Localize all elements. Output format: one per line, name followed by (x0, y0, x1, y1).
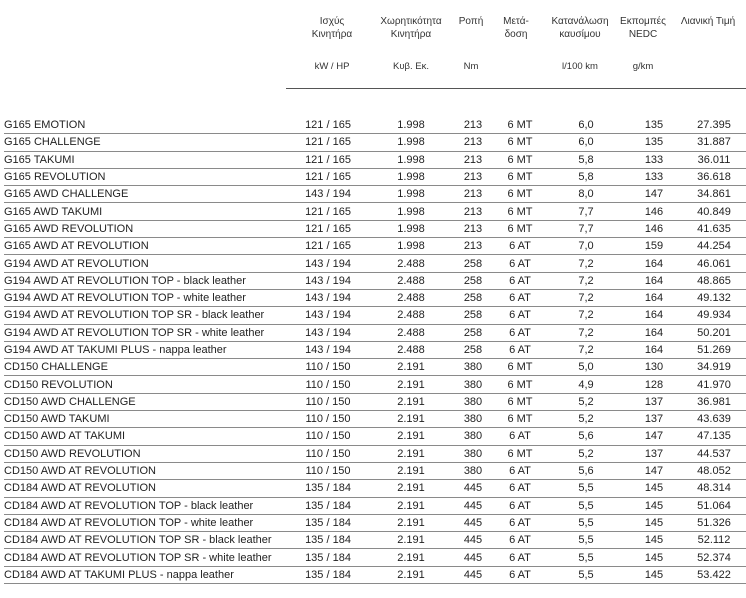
displacement-cell: 1.998 (370, 203, 452, 220)
consumption-cell: 7,2 (546, 289, 626, 306)
consumption-cell: 5,5 (546, 549, 626, 566)
co2-cell: 164 (626, 307, 682, 324)
table-row (4, 238, 746, 255)
transmission-cell: 6 MT (494, 411, 546, 428)
table-row (4, 411, 746, 428)
price-cell: 34.919 (682, 359, 746, 376)
co2-cell: 164 (626, 272, 682, 289)
co2-cell: 147 (626, 186, 682, 203)
torque-cell: 258 (452, 255, 494, 272)
torque-cell: 380 (452, 445, 494, 462)
header-price: Λιανική Τιμή (680, 16, 736, 27)
torque-cell: 380 (452, 376, 494, 393)
consumption-cell: 7,2 (546, 307, 626, 324)
header-power: Ισχύς Κινητήρα (311, 16, 353, 40)
model-cell: G165 REVOLUTION (4, 168, 286, 185)
torque-cell: 380 (452, 428, 494, 445)
transmission-cell: 6 AT (494, 480, 546, 497)
table-row (4, 393, 746, 410)
displacement-cell: 2.191 (370, 411, 452, 428)
transmission-cell: 6 MT (494, 220, 546, 237)
co2-cell: 146 (626, 203, 682, 220)
power-cell: 121 / 165 (286, 134, 370, 151)
displacement-cell: 2.191 (370, 566, 452, 583)
displacement-cell: 2.191 (370, 376, 452, 393)
header-torque: Ροπή (458, 16, 484, 27)
consumption-cell: 7,2 (546, 272, 626, 289)
model-cell: CD150 AWD AT TAKUMI (4, 428, 286, 445)
table-row (4, 186, 746, 203)
header-transmission: Μετά- δοση (503, 16, 529, 40)
co2-cell: 145 (626, 549, 682, 566)
consumption-cell: 5,0 (546, 359, 626, 376)
torque-cell: 258 (452, 341, 494, 358)
consumption-cell: 5,5 (546, 497, 626, 514)
model-cell: G194 AWD AT REVOLUTION TOP - black leather (4, 272, 286, 289)
consumption-cell: 5,5 (546, 566, 626, 583)
co2-cell: 164 (626, 255, 682, 272)
header-consumption: Κατανάλωση καυσίμου (551, 16, 609, 40)
model-cell: G165 AWD TAKUMI (4, 203, 286, 220)
transmission-cell: 6 MT (494, 151, 546, 168)
price-cell: 52.112 (682, 532, 746, 549)
displacement-cell: 1.998 (370, 151, 452, 168)
power-cell: 143 / 194 (286, 272, 370, 289)
transmission-cell: 6 MT (494, 168, 546, 185)
price-cell: 48.314 (682, 480, 746, 497)
price-cell: 49.934 (682, 307, 746, 324)
displacement-cell: 2.191 (370, 359, 452, 376)
torque-cell: 213 (452, 220, 494, 237)
transmission-cell: 6 MT (494, 376, 546, 393)
transmission-cell: 6 AT (494, 324, 546, 341)
co2-cell: 164 (626, 324, 682, 341)
transmission-cell: 6 AT (494, 462, 546, 479)
model-cell: G194 AWD AT REVOLUTION (4, 255, 286, 272)
price-cell: 41.970 (682, 376, 746, 393)
co2-cell: 137 (626, 411, 682, 428)
model-cell: G165 CHALLENGE (4, 134, 286, 151)
co2-cell: 145 (626, 480, 682, 497)
transmission-cell: 6 AT (494, 549, 546, 566)
power-cell: 121 / 165 (286, 151, 370, 168)
table-row (4, 480, 746, 497)
displacement-cell: 1.998 (370, 238, 452, 255)
table-row (4, 549, 746, 566)
price-cell: 51.269 (682, 341, 746, 358)
consumption-cell: 7,7 (546, 220, 626, 237)
co2-cell: 133 (626, 151, 682, 168)
consumption-cell: 7,7 (546, 203, 626, 220)
displacement-cell: 2.191 (370, 514, 452, 531)
torque-cell: 445 (452, 549, 494, 566)
torque-cell: 380 (452, 393, 494, 410)
table-row (4, 514, 746, 531)
displacement-cell: 2.191 (370, 462, 452, 479)
consumption-cell: 5,5 (546, 514, 626, 531)
displacement-cell: 2.488 (370, 307, 452, 324)
co2-cell: 146 (626, 220, 682, 237)
model-cell: CD184 AWD AT REVOLUTION (4, 480, 286, 497)
power-cell: 135 / 184 (286, 549, 370, 566)
model-cell: CD184 AWD AT REVOLUTION TOP SR - black leather (4, 532, 286, 549)
unit-power: kW / HP (314, 61, 350, 72)
price-cell: 51.064 (682, 497, 746, 514)
price-cell: 53.422 (682, 566, 746, 583)
power-cell: 121 / 165 (286, 203, 370, 220)
unit-consumption: l/100 km (562, 61, 598, 72)
transmission-cell: 6 AT (494, 238, 546, 255)
power-cell: 135 / 184 (286, 480, 370, 497)
model-cell: CD150 AWD AT REVOLUTION (4, 462, 286, 479)
co2-cell: 145 (626, 566, 682, 583)
table-row (4, 289, 746, 306)
co2-cell: 145 (626, 532, 682, 549)
consumption-cell: 5,8 (546, 151, 626, 168)
model-cell: CD150 AWD TAKUMI (4, 411, 286, 428)
model-cell: CD150 AWD REVOLUTION (4, 445, 286, 462)
power-cell: 143 / 194 (286, 255, 370, 272)
displacement-cell: 2.191 (370, 428, 452, 445)
co2-cell: 164 (626, 341, 682, 358)
power-cell: 143 / 194 (286, 324, 370, 341)
specs-table-body (4, 117, 746, 584)
price-cell: 27.395 (682, 117, 746, 134)
power-cell: 110 / 150 (286, 411, 370, 428)
consumption-cell: 5,2 (546, 393, 626, 410)
table-row (4, 203, 746, 220)
specs-table (4, 117, 746, 584)
torque-cell: 380 (452, 462, 494, 479)
transmission-cell: 6 AT (494, 532, 546, 549)
displacement-cell: 2.488 (370, 324, 452, 341)
torque-cell: 380 (452, 411, 494, 428)
price-cell: 43.639 (682, 411, 746, 428)
consumption-cell: 7,2 (546, 341, 626, 358)
table-row (4, 445, 746, 462)
co2-cell: 130 (626, 359, 682, 376)
transmission-cell: 6 AT (494, 566, 546, 583)
model-cell: G165 EMOTION (4, 117, 286, 134)
displacement-cell: 2.488 (370, 272, 452, 289)
consumption-cell: 5,5 (546, 480, 626, 497)
table-row (4, 341, 746, 358)
power-cell: 110 / 150 (286, 393, 370, 410)
displacement-cell: 2.191 (370, 445, 452, 462)
displacement-cell: 1.998 (370, 186, 452, 203)
displacement-cell: 2.488 (370, 255, 452, 272)
transmission-cell: 6 AT (494, 289, 546, 306)
torque-cell: 445 (452, 566, 494, 583)
power-cell: 135 / 184 (286, 514, 370, 531)
header-displacement: Χωρητικότητα Κινητήρα (380, 16, 442, 40)
power-cell: 143 / 194 (286, 186, 370, 203)
table-row (4, 168, 746, 185)
power-cell: 121 / 165 (286, 220, 370, 237)
price-cell: 36.981 (682, 393, 746, 410)
table-row (4, 272, 746, 289)
co2-cell: 137 (626, 445, 682, 462)
price-cell: 41.635 (682, 220, 746, 237)
torque-cell: 213 (452, 117, 494, 134)
price-cell: 51.326 (682, 514, 746, 531)
model-cell: CD150 REVOLUTION (4, 376, 286, 393)
displacement-cell: 2.488 (370, 289, 452, 306)
power-cell: 110 / 150 (286, 428, 370, 445)
transmission-cell: 6 MT (494, 134, 546, 151)
transmission-cell: 6 MT (494, 203, 546, 220)
power-cell: 143 / 194 (286, 307, 370, 324)
displacement-cell: 1.998 (370, 117, 452, 134)
model-cell: G165 AWD REVOLUTION (4, 220, 286, 237)
unit-torque: Nm (463, 61, 479, 72)
consumption-cell: 5,6 (546, 428, 626, 445)
power-cell: 110 / 150 (286, 445, 370, 462)
table-row (4, 117, 746, 134)
model-cell: CD184 AWD AT REVOLUTION TOP - white leather (4, 514, 286, 531)
consumption-cell: 6,0 (546, 134, 626, 151)
torque-cell: 213 (452, 168, 494, 185)
model-cell: G194 AWD AT TAKUMI PLUS - nappa leather (4, 341, 286, 358)
power-cell: 143 / 194 (286, 341, 370, 358)
price-cell: 40.849 (682, 203, 746, 220)
table-row (4, 220, 746, 237)
power-cell: 135 / 184 (286, 497, 370, 514)
consumption-cell: 8,0 (546, 186, 626, 203)
consumption-cell: 7,2 (546, 255, 626, 272)
displacement-cell: 1.998 (370, 220, 452, 237)
price-cell: 48.052 (682, 462, 746, 479)
consumption-cell: 7,2 (546, 324, 626, 341)
torque-cell: 213 (452, 238, 494, 255)
displacement-cell: 2.191 (370, 393, 452, 410)
table-row (4, 532, 746, 549)
power-cell: 135 / 184 (286, 532, 370, 549)
consumption-cell: 5,6 (546, 462, 626, 479)
price-cell: 50.201 (682, 324, 746, 341)
power-cell: 121 / 165 (286, 238, 370, 255)
table-row (4, 428, 746, 445)
co2-cell: 159 (626, 238, 682, 255)
torque-cell: 213 (452, 134, 494, 151)
header-co2: Εκπομπές NEDC (620, 16, 666, 40)
power-cell: 143 / 194 (286, 289, 370, 306)
unit-co2: g/km (632, 61, 654, 72)
consumption-cell: 5,2 (546, 445, 626, 462)
consumption-cell: 5,5 (546, 532, 626, 549)
model-cell: G165 AWD AT REVOLUTION (4, 238, 286, 255)
co2-cell: 147 (626, 428, 682, 445)
power-cell: 135 / 184 (286, 566, 370, 583)
transmission-cell: 6 AT (494, 272, 546, 289)
power-cell: 121 / 165 (286, 117, 370, 134)
power-cell: 110 / 150 (286, 462, 370, 479)
consumption-cell: 6,0 (546, 117, 626, 134)
torque-cell: 445 (452, 480, 494, 497)
price-cell: 36.618 (682, 168, 746, 185)
price-cell: 36.011 (682, 151, 746, 168)
power-cell: 121 / 165 (286, 168, 370, 185)
torque-cell: 213 (452, 186, 494, 203)
model-cell: G194 AWD AT REVOLUTION TOP SR - white leather (4, 324, 286, 341)
table-row (4, 376, 746, 393)
model-cell: G165 TAKUMI (4, 151, 286, 168)
torque-cell: 445 (452, 532, 494, 549)
transmission-cell: 6 MT (494, 117, 546, 134)
displacement-cell: 2.191 (370, 480, 452, 497)
table-row (4, 462, 746, 479)
model-cell: G194 AWD AT REVOLUTION TOP - white leather (4, 289, 286, 306)
consumption-cell: 5,8 (546, 168, 626, 185)
displacement-cell: 2.191 (370, 549, 452, 566)
model-cell: CD150 AWD CHALLENGE (4, 393, 286, 410)
price-cell: 34.861 (682, 186, 746, 203)
co2-cell: 164 (626, 289, 682, 306)
price-cell: 49.132 (682, 289, 746, 306)
consumption-cell: 5,2 (546, 411, 626, 428)
torque-cell: 258 (452, 307, 494, 324)
transmission-cell: 6 MT (494, 186, 546, 203)
power-cell: 110 / 150 (286, 359, 370, 376)
table-row (4, 497, 746, 514)
co2-cell: 133 (626, 168, 682, 185)
consumption-cell: 7,0 (546, 238, 626, 255)
displacement-cell: 2.488 (370, 341, 452, 358)
transmission-cell: 6 AT (494, 255, 546, 272)
price-cell: 44.537 (682, 445, 746, 462)
torque-cell: 380 (452, 359, 494, 376)
table-row (4, 307, 746, 324)
table-row (4, 359, 746, 376)
model-cell: G194 AWD AT REVOLUTION TOP SR - black leather (4, 307, 286, 324)
price-cell: 44.254 (682, 238, 746, 255)
torque-cell: 213 (452, 203, 494, 220)
table-row (4, 151, 746, 168)
transmission-cell: 6 AT (494, 428, 546, 445)
transmission-cell: 6 AT (494, 341, 546, 358)
transmission-cell: 6 AT (494, 514, 546, 531)
torque-cell: 445 (452, 514, 494, 531)
model-cell: CD184 AWD AT TAKUMI PLUS - nappa leather (4, 566, 286, 583)
power-cell: 110 / 150 (286, 376, 370, 393)
model-cell: CD184 AWD AT REVOLUTION TOP - black leather (4, 497, 286, 514)
torque-cell: 213 (452, 151, 494, 168)
displacement-cell: 1.998 (370, 134, 452, 151)
torque-cell: 258 (452, 272, 494, 289)
header-divider (286, 88, 746, 89)
co2-cell: 145 (626, 514, 682, 531)
co2-cell: 135 (626, 117, 682, 134)
price-cell: 31.887 (682, 134, 746, 151)
transmission-cell: 6 MT (494, 445, 546, 462)
price-cell: 46.061 (682, 255, 746, 272)
price-cell: 52.374 (682, 549, 746, 566)
model-cell: CD150 CHALLENGE (4, 359, 286, 376)
co2-cell: 145 (626, 497, 682, 514)
table-row (4, 324, 746, 341)
torque-cell: 258 (452, 289, 494, 306)
table-row (4, 134, 746, 151)
transmission-cell: 6 MT (494, 393, 546, 410)
transmission-cell: 6 AT (494, 307, 546, 324)
transmission-cell: 6 AT (494, 497, 546, 514)
co2-cell: 135 (626, 134, 682, 151)
model-cell: CD184 AWD AT REVOLUTION TOP SR - white leather (4, 549, 286, 566)
unit-displacement: Κυβ. Εκ. (392, 61, 429, 72)
price-cell: 48.865 (682, 272, 746, 289)
torque-cell: 258 (452, 324, 494, 341)
displacement-cell: 2.191 (370, 497, 452, 514)
torque-cell: 445 (452, 497, 494, 514)
table-row (4, 566, 746, 583)
transmission-cell: 6 MT (494, 359, 546, 376)
model-cell: G165 AWD CHALLENGE (4, 186, 286, 203)
consumption-cell: 4,9 (546, 376, 626, 393)
co2-cell: 137 (626, 393, 682, 410)
co2-cell: 128 (626, 376, 682, 393)
table-row (4, 255, 746, 272)
price-cell: 47.135 (682, 428, 746, 445)
co2-cell: 147 (626, 462, 682, 479)
displacement-cell: 2.191 (370, 532, 452, 549)
displacement-cell: 1.998 (370, 168, 452, 185)
